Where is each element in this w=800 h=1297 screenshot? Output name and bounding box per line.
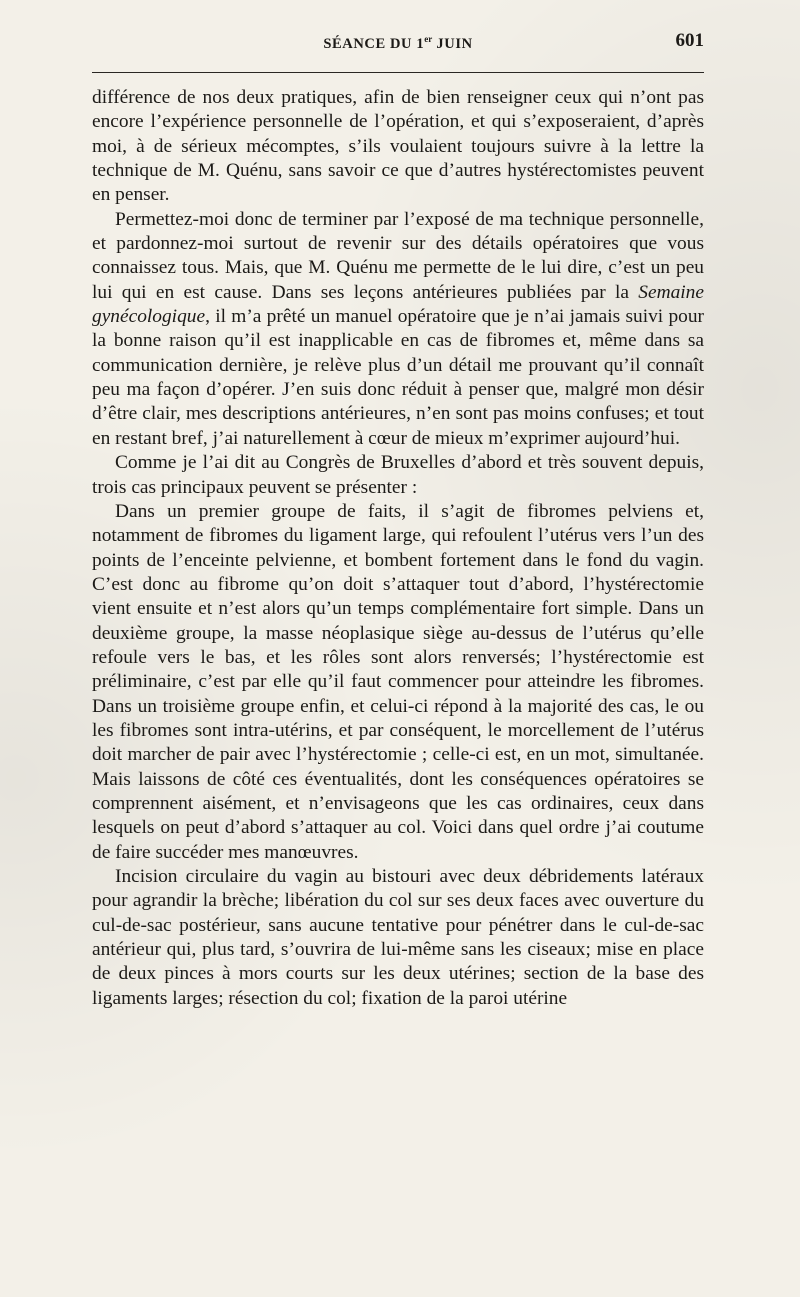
running-head-month: JUIN: [432, 36, 473, 52]
running-head-superscript: er: [424, 34, 433, 44]
journal-title: Semaine gynécologique: [92, 281, 704, 328]
paragraph-1: différence de nos deux pratiques, afin de bien renseigner ceux qui n’ont pas encore l’expérience personnelle de l’opération, et qui s’exposeraient, d’après moi, à de sérieux mécomptes, s’ils voulaient toujours suivre à la lettre la technique de M. Quénu, sans savoir ce que d’autres hystérectomistes peuvent en penser.: [92, 87, 704, 206]
header-rule: [92, 72, 704, 73]
paragraph-2-before: Permettez-moi donc de terminer par l’exposé de ma technique personnelle, et pardonnez-moi surtout de revenir sur des détails opératoires que vous connaissez tous. Mais, que M. Quénu me permette de le lui dire, c’est un peu lui qui en est cause. Dans ses leçons antérieures publiées par la: [92, 208, 704, 303]
paragraph-2-after: , il m’a prêté un manuel opératoire que je n’ai jamais suivi pour la bonne raison qu’il est inapplicable en cas de fibromes et, même dans sa communication dernière, je relève plus d’un détail me prouvant qu’il connaît peu ma façon d’opérer. J’en suis donc réduit à penser que, malgré mon désir d’être clair, mes descriptions antérieures, n’en sont pas moins confuses; et tout en restant bref, j’ai naturellement à cœur de mieux m’exprimer aujourd’hui.: [92, 306, 704, 449]
page-header: [92, 30, 704, 66]
paragraph-4: Dans un premier groupe de faits, il s’agit de fibromes pelviens et, notamment de fibromes du ligament large, qui refoulent l’utérus vers l’un des points de l’enceinte pelvienne, et bombent fortement dans le fond du vagin. C’est donc au fibrome qu’on doit s’attaquer tout d’abord, l’hystérectomie vient ensuite et n’est alors qu’un temps complémentaire fort simple. Dans un deuxième groupe, la masse néoplasique siège au-dessus de l’utérus qu’elle refoule vers le bas, et les rôles sont alors renversés; l’hystérectomie est préliminaire, c’est par elle qu’il faut commencer pour atteindre les fibromes. Dans un troisième groupe enfin, et celui-ci répond à la majorité des cas, le ou les fibromes sont intra-utérins, et par conséquent, le morcellement de l’utérus doit marcher de pair avec l’hystérectomie ; celle-ci est, en un mot, simultanée. Mais laissons de côté ces éventualités, dont les conséquences opératoires se comprennent aisément, et n’envisageons que les cas ordinaires, ceux dans lesquels on peut d’abord s’attaquer au col. Voici dans quel ordre j’ai coutume de faire succéder mes manœuvres.: [92, 500, 704, 863]
paragraph-2: [92, 208, 704, 451]
running-head-main: SÉANCE DU 1: [323, 36, 425, 52]
body-text: [92, 86, 704, 1011]
paragraph-3: Comme je l’ai dit au Congrès de Bruxelles d’abord et très souvent depuis, trois cas principaux peuvent se présenter :: [92, 452, 704, 498]
running-head: [92, 34, 704, 53]
paragraph-5: Incision circulaire du vagin au bistouri avec deux débridements latéraux pour agrandir la brèche; libération du col sur ses deux faces avec ouverture du cul-de-sac postérieur, sans aucune tentative pour pénétrer dans le cul-de-sac antérieur qui, plus tard, s’ouvrira de lui-même sans les ciseaux; mise en place de deux pinces à mors courts sur les deux utérines; section de la base des ligaments larges; résection du col; fixation de la paroi utérine: [92, 866, 704, 1009]
page-number: 601: [675, 30, 704, 51]
